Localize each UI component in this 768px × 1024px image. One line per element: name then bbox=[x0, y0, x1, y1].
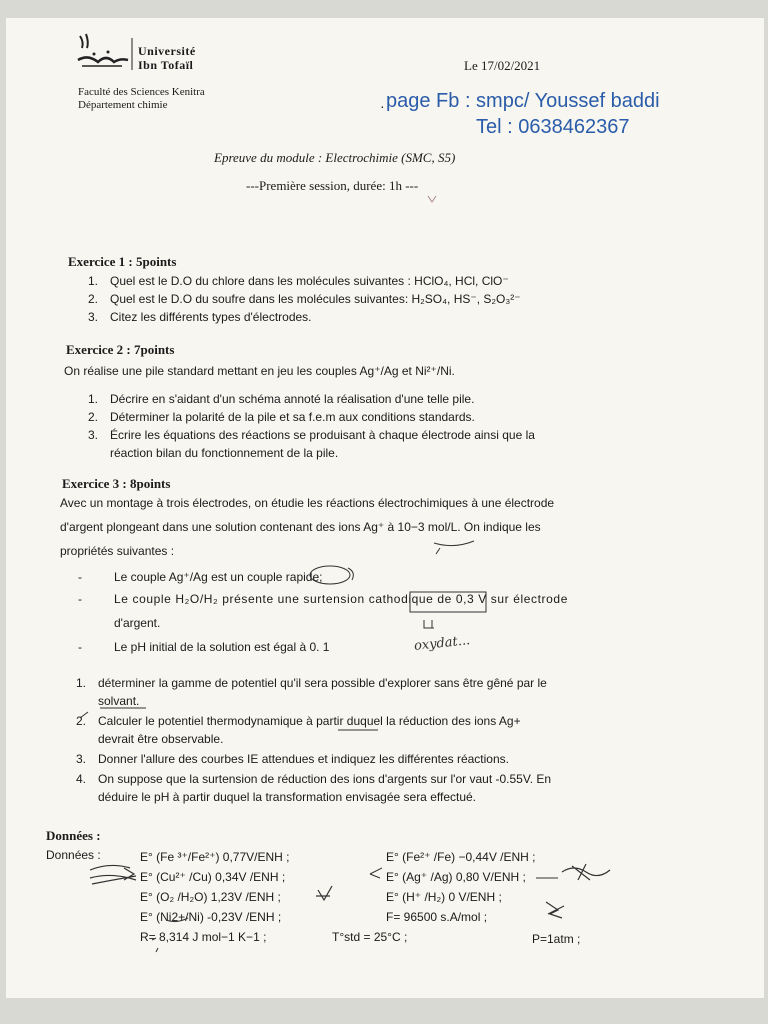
exercise3-intro-line: Avec un montage à trois électrodes, on étudie les réactions électrochimiques à une électrode bbox=[60, 496, 555, 510]
exam-date: Le 17/02/2021 bbox=[464, 58, 541, 73]
exercise2-title: Exercice 2 : 7points bbox=[66, 342, 175, 357]
data-value: E° (H⁺ /H₂) 0 V/ENH ; bbox=[386, 890, 502, 904]
exam-sheet bbox=[6, 18, 764, 998]
property-item: - Le pH initial de la solution est égal à 0. 1 bbox=[78, 640, 330, 654]
exam-title: Epreuve du module : Electrochimie (SMC, S5) bbox=[214, 150, 456, 165]
faculty-name: Faculté des Sciences Kenitra bbox=[78, 86, 205, 98]
exercise3-intro-line: propriétés suivantes : bbox=[60, 544, 175, 558]
list-item: 4. On suppose que la surtension de réduction des ions d'argents sur l'or vaut -0.55V. En bbox=[76, 772, 552, 786]
data-value: E° (Fe ³⁺/Fe²⁺) 0,77V/ENH ; bbox=[140, 850, 290, 864]
standard-temperature: T°std = 25°C ; bbox=[332, 930, 408, 944]
data-value: E° (O₂ /H₂O) 1,23V /ENH ; bbox=[140, 890, 281, 904]
exercise3-title: Exercice 3 : 8points bbox=[62, 476, 171, 491]
list-item: 3. Citez les différents types d'électrodes. bbox=[88, 310, 312, 324]
exercise3-intro-line: d'argent plongeant dans une solution contenant des ions Ag⁺ à 10−3 mol/L. On indique les bbox=[60, 520, 541, 534]
list-item: 1. déterminer la gamme de potentiel qu'il sera possible d'explorer sans être gêné par le bbox=[76, 676, 547, 690]
session-info: ---Première session, durée: 1h --- bbox=[246, 178, 419, 193]
property-item: - Le couple Ag⁺/Ag est un couple rapide; bbox=[78, 570, 323, 584]
list-item-continuation: solvant. bbox=[98, 694, 140, 708]
donnees-title: Données : bbox=[46, 828, 101, 843]
facebook-page: page Fb : smpc/ Youssef baddi bbox=[386, 90, 660, 112]
list-item: 3. Écrire les équations des réactions se produisant à chaque électrode ainsi que la bbox=[88, 428, 535, 442]
list-item: 2. Déterminer la polarité de la pile et sa f.e.m aux conditions standards. bbox=[88, 410, 475, 424]
property-item-continuation: d'argent. bbox=[114, 616, 161, 630]
data-value: F= 96500 s.A/mol ; bbox=[386, 910, 488, 924]
list-item-continuation: devrait être observable. bbox=[98, 732, 224, 746]
department-name: Département chimie bbox=[78, 99, 168, 111]
handwritten-annotations bbox=[6, 18, 764, 998]
exercise1-title: Exercice 1 : 5points bbox=[68, 254, 177, 269]
data-value: E° (Ni2+/Ni) -0,23V /ENH ; bbox=[140, 910, 282, 924]
list-item-continuation: réaction bilan du fonctionnement de la pile. bbox=[110, 446, 339, 460]
list-item: 2. Quel est le D.O du soufre dans les molécules suivantes: H₂SO₄, HS⁻, S₂O₃²⁻ bbox=[88, 292, 521, 306]
list-item: 1. Décrire en s'aidant d'un schéma annoté la réalisation d'une telle pile. bbox=[88, 392, 475, 406]
pressure: P=1atm ; bbox=[532, 932, 581, 946]
donnees-label: Données : bbox=[46, 848, 101, 862]
data-value: E° (Fe²⁺ /Fe) −0,44V /ENH ; bbox=[386, 850, 536, 864]
bullet-dot: · bbox=[380, 98, 385, 114]
list-item: 2. Calculer le potentiel thermodynamique à partir duquel la réduction des ions Ag+ bbox=[76, 714, 521, 728]
phone-number: Tel : 0638462367 bbox=[476, 116, 630, 138]
property-item: - Le couple H₂O/H₂ présente une surtension cathodique de 0,3 V sur électrode bbox=[78, 592, 568, 606]
list-item: 1. Quel est le D.O du chlore dans les molécules suivantes : HClO₄, HCl, ClO⁻ bbox=[88, 274, 509, 288]
gas-constant: R= 8,314 J mol−1 K−1 ; bbox=[140, 930, 267, 944]
handwritten-note: oxydat... bbox=[413, 633, 471, 654]
university-name: Université Ibn Tofaïl bbox=[138, 44, 196, 72]
data-value: E° (Ag⁺ /Ag) 0,80 V/ENH ; bbox=[386, 870, 526, 884]
list-item: 3. Donner l'allure des courbes IE attendues et indiquez les différentes réactions. bbox=[76, 752, 509, 766]
data-value: E° (Cu²⁺ /Cu) 0,34V /ENH ; bbox=[140, 870, 286, 884]
exercise2-intro: On réalise une pile standard mettant en jeu les couples Ag⁺/Ag et Ni²⁺/Ni. bbox=[64, 364, 455, 378]
list-item-continuation: déduire le pH à partir duquel la transformation envisagée sera effectué. bbox=[98, 790, 477, 804]
